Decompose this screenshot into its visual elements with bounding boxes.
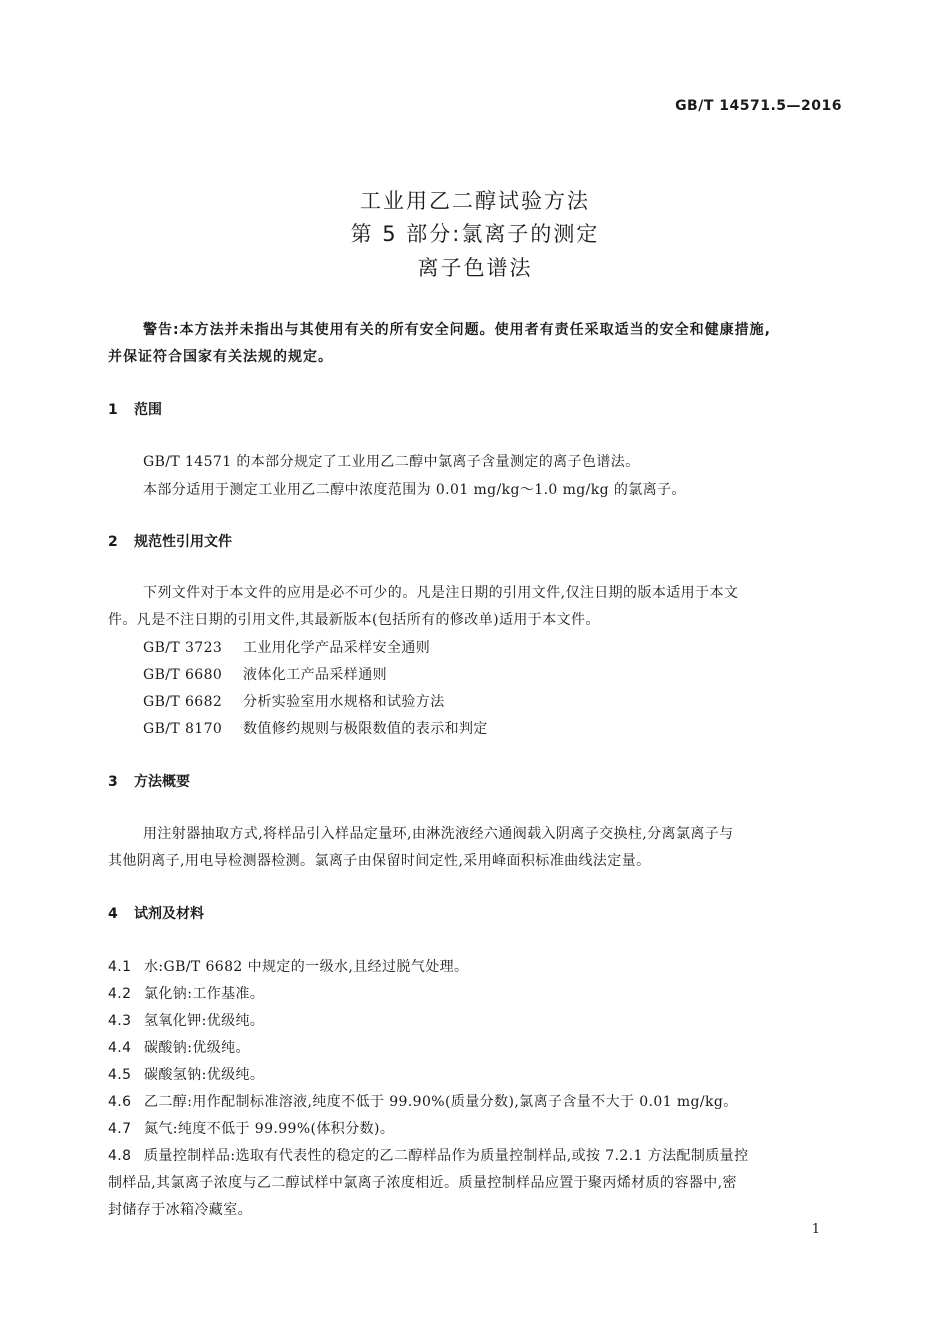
item-text: 乙二醇:用作配制标准溶液,纯度不低于 99.90%(质量分数),氯离子含量不大于 0.01 mg/kg。 — [144, 1094, 738, 1110]
item-number: 4.4 — [108, 1040, 132, 1056]
item-text: 氢氧化钾:优级纯。 — [144, 1013, 265, 1029]
item-text: 碳酸氢钠:优级纯。 — [144, 1067, 265, 1083]
list-item — [108, 1091, 738, 1111]
title-line-2: 第 5 部分:氯离子的测定 — [350, 222, 600, 246]
item-4-8-continuation-2: 封储存于冰箱冷藏室。 — [108, 1202, 252, 1218]
reference-item — [143, 718, 488, 738]
item-number: 4.7 — [108, 1121, 132, 1137]
section-3-heading — [108, 771, 190, 791]
reference-title: 工业用化学产品采样安全通则 — [243, 640, 431, 656]
section-title: 规范性引用文件 — [134, 534, 232, 550]
item-number: 4.8 — [108, 1148, 132, 1164]
section-1-paragraph-2: 本部分适用于测定工业用乙二醇中浓度范围为 0.01 mg/kg～1.0 mg/kg 的氯离子。 — [143, 482, 686, 498]
section-3-paragraph-line-1: 用注射器抽取方式,将样品引入样品定量环,由淋洗液经六通阀载入阴离子交换柱,分离氯离子与 — [143, 826, 734, 842]
list-item — [108, 1064, 264, 1084]
reference-code: GB/T 6680 — [143, 667, 223, 683]
section-2-heading — [108, 531, 232, 551]
list-item — [108, 1037, 250, 1057]
warning-line-2: 并保证符合国家有关法规的规定。 — [108, 349, 333, 365]
reference-code: GB/T 6682 — [143, 694, 223, 710]
item-number: 4.1 — [108, 959, 132, 975]
section-1-paragraph-1: GB/T 14571 的本部分规定了工业用乙二醇中氯离子含量测定的离子色谱法。 — [143, 454, 640, 470]
section-title: 试剂及材料 — [134, 906, 204, 922]
standard-number: GB/T 14571.5—2016 — [675, 98, 842, 114]
item-number: 4.3 — [108, 1013, 132, 1029]
reference-item — [143, 691, 445, 711]
reference-title: 分析实验室用水规格和试验方法 — [243, 694, 445, 710]
item-text: 水:GB/T 6682 中规定的一级水,且经过脱气处理。 — [144, 959, 469, 975]
list-item — [108, 1145, 749, 1165]
item-text: 碳酸钠:优级纯。 — [144, 1040, 250, 1056]
warning-line-1: 警告:本方法并未指出与其使用有关的所有安全问题。使用者有责任采取适当的安全和健康措施, — [143, 322, 771, 338]
section-1-heading — [108, 399, 162, 419]
reference-title: 数值修约规则与极限数值的表示和判定 — [243, 721, 488, 737]
item-4-8-continuation-1: 制样品,其氯离子浓度与乙二醇试样中氯离子浓度相近。质量控制样品应置于聚丙烯材质的容器中,密 — [108, 1175, 737, 1191]
list-item — [108, 956, 468, 976]
page-number: 1 — [811, 1222, 820, 1237]
section-2-paragraph-line-2: 件。凡是不注日期的引用文件,其最新版本(包括所有的修改单)适用于本文件。 — [108, 612, 600, 628]
item-text: 氮气:纯度不低于 99.99%(体积分数)。 — [144, 1121, 395, 1137]
section-number: 2 — [108, 534, 118, 550]
section-title: 范围 — [134, 402, 162, 418]
reference-code: GB/T 8170 — [143, 721, 223, 737]
section-2-paragraph-line-1: 下列文件对于本文件的应用是必不可少的。凡是注日期的引用文件,仅注日期的版本适用于本文 — [143, 585, 739, 601]
list-item — [108, 1118, 394, 1138]
section-number: 1 — [108, 402, 118, 418]
list-item — [108, 1010, 264, 1030]
section-4-heading — [108, 903, 204, 923]
reference-code: GB/T 3723 — [143, 640, 223, 656]
item-number: 4.2 — [108, 986, 132, 1002]
reference-item — [143, 664, 387, 684]
section-number: 3 — [108, 774, 118, 790]
title-line-3: 离子色谱法 — [417, 256, 533, 280]
reference-title: 液体化工产品采样通则 — [243, 667, 387, 683]
item-number: 4.5 — [108, 1067, 132, 1083]
reference-item — [143, 637, 430, 657]
list-item — [108, 983, 264, 1003]
item-text: 质量控制样品:选取有代表性的稳定的乙二醇样品作为质量控制样品,或按 7.2.1 方法配制质量控 — [144, 1148, 749, 1164]
section-title: 方法概要 — [134, 774, 190, 790]
section-3-paragraph-line-2: 其他阴离子,用电导检测器检测。氯离子由保留时间定性,采用峰面积标准曲线法定量。 — [108, 853, 651, 869]
item-text: 氯化钠:工作基准。 — [144, 986, 265, 1002]
section-number: 4 — [108, 906, 118, 922]
item-number: 4.6 — [108, 1094, 132, 1110]
title-line-1: 工业用乙二醇试验方法 — [360, 189, 590, 213]
